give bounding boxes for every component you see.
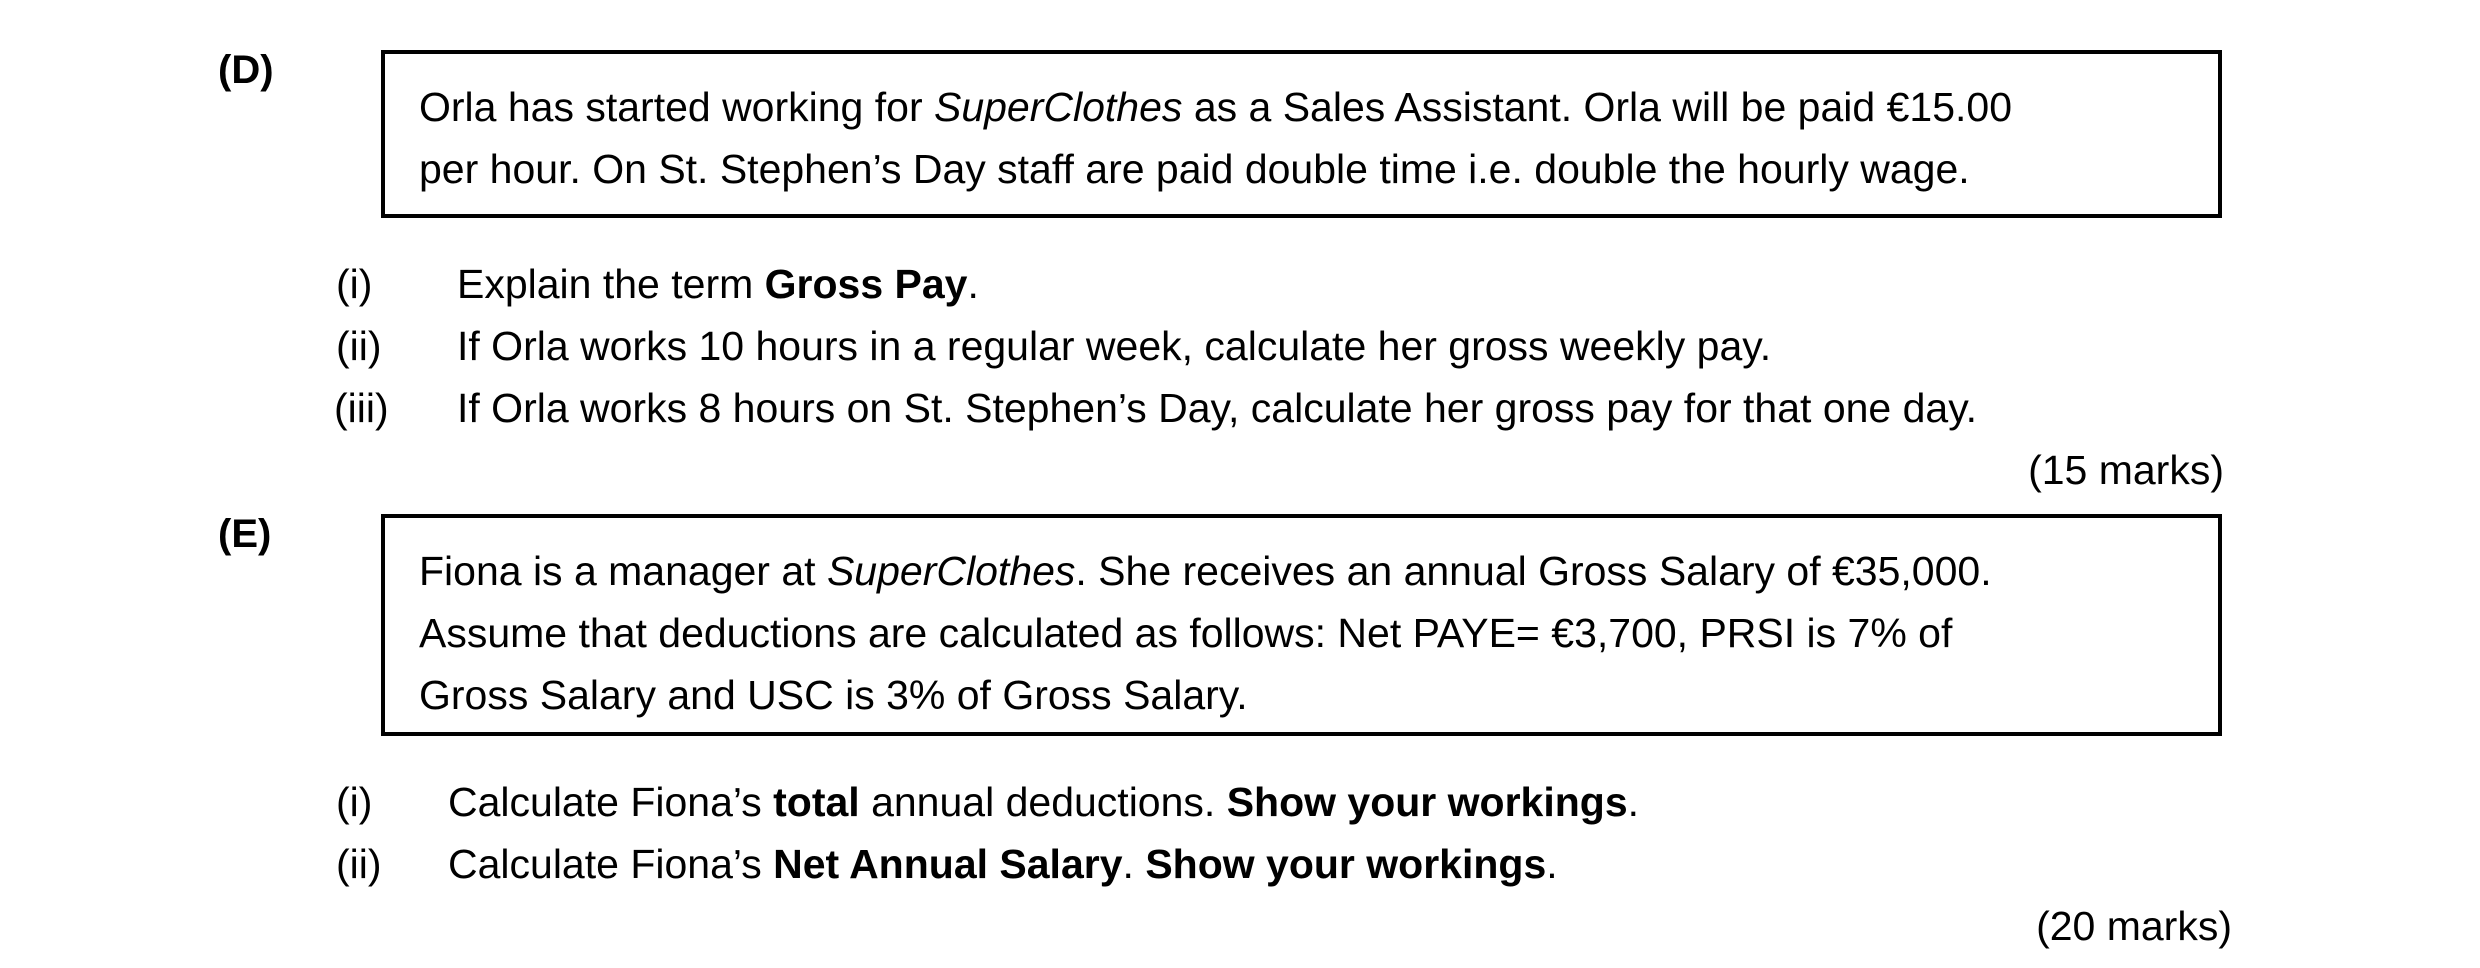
section-d-question-ii: [336, 320, 2236, 372]
section-d-scenario-box: [381, 50, 2222, 218]
section-e-label: (E): [218, 512, 272, 556]
section-e-box-line-1: Fiona is a manager at SuperClothes. She receives an annual Gross Salary of €35,000.: [419, 548, 1992, 594]
question-number: (i): [336, 261, 373, 307]
question-number: (ii): [336, 841, 382, 887]
section-d-question-iii: [334, 382, 2234, 434]
question-number: (iii): [334, 385, 389, 431]
section-e-question-ii: [336, 838, 2236, 890]
section-e-box-line-3: Gross Salary and USC is 3% of Gross Salary.: [419, 672, 1248, 718]
question-text: If Orla works 10 hours in a regular week, calculate her gross weekly pay.: [457, 323, 1772, 369]
question-text: Calculate Fiona’s total annual deductions. Show your workings.: [448, 779, 1640, 825]
section-e-box-line-2: Assume that deductions are calculated as follows: Net PAYE= €3,700, PRSI is 7% of: [419, 610, 1953, 656]
question-text: Calculate Fiona’s Net Annual Salary. Show your workings.: [448, 841, 1558, 887]
question-text: If Orla works 8 hours on St. Stephen’s Day, calculate her gross pay for that one day.: [457, 385, 1978, 431]
section-d-marks: (15 marks): [2028, 447, 2224, 493]
section-d-box-line-2: per hour. On St. Stephen’s Day staff are paid double time i.e. double the hourly wage.: [419, 146, 1970, 192]
question-number: (ii): [336, 323, 382, 369]
company-name: SuperClothes: [933, 84, 1183, 130]
question-text: Explain the term Gross Pay.: [457, 261, 979, 307]
section-d-label: (D): [218, 48, 274, 92]
question-number: (i): [336, 779, 373, 825]
section-e-scenario-box: [381, 514, 2222, 736]
section-d-question-i: [336, 258, 2236, 310]
section-e-question-i: [336, 776, 2236, 828]
company-name: SuperClothes: [826, 548, 1076, 594]
section-d-box-line-1: Orla has started working for SuperClothes as a Sales Assistant. Orla will be paid €15.00: [419, 84, 2012, 130]
section-e-marks: (20 marks): [2036, 903, 2232, 949]
